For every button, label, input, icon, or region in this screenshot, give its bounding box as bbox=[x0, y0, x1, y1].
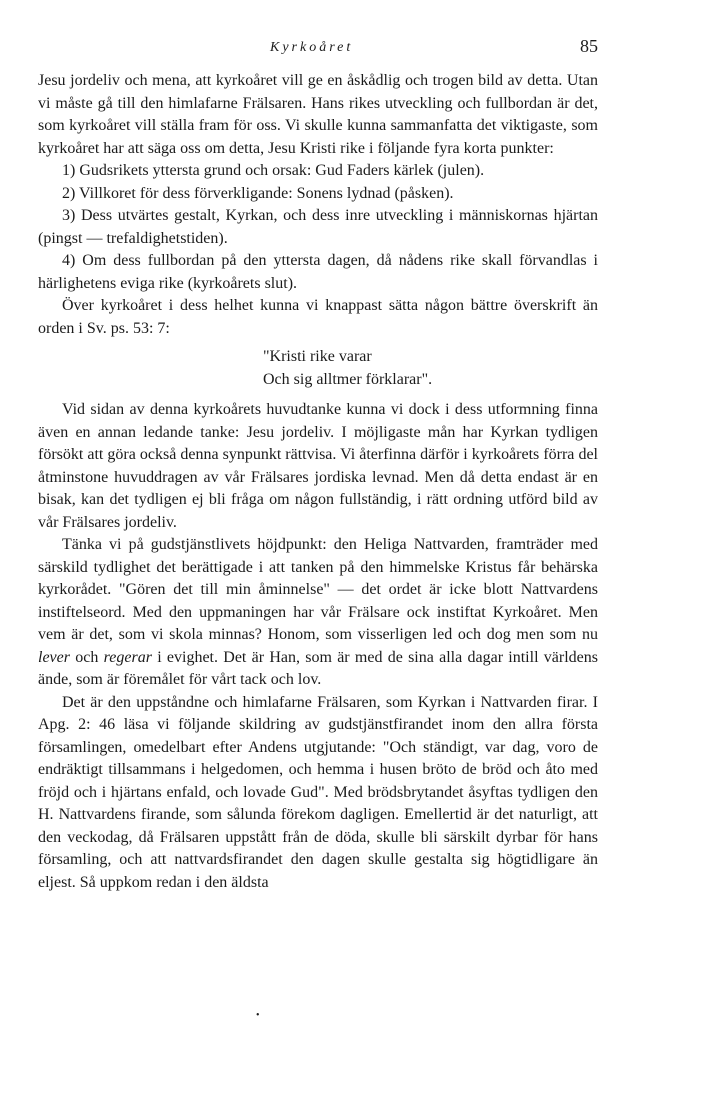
paragraph-2: Över kyrkoåret i dess helhet kunna vi knappast sätta någon bättre överskrift än orden i Sv. ps. 53: 7: bbox=[38, 297, 598, 337]
paragraph-4-text-b: och bbox=[69, 648, 104, 666]
page-header bbox=[38, 36, 598, 60]
hymn-quote bbox=[38, 346, 598, 391]
paragraph-5: Det är den uppståndne och himlafarne Frälsaren, som Kyrkan i Nattvarden firar. I Apg. 2: 46 läsa vi följande skildring av gudstjänstfirandet inom den allra första församlingen, omedelbart efter Andens utgjutande: "Och ständigt, var dag, voro de endräktigt tillsammans i helgedomen, och hemma i husen bröto de bröd och åto med fröjd och i hjärtans enfald, och lovade Gud". Med brödsbrytandet åsyftas tydligen den H. Nattvardens firande, som sålunda förekom dagligen. Emellertid är det naturligt, att den veckodag, då Frälsaren uppstått från de döda, skulle bli särskilt dyrbar för hans församling, och att nattvardsfirandet den dagen skulle gestalta sig högtidligare än eljest. Så uppkom redan i den äldsta bbox=[38, 693, 598, 891]
paragraph-1: Jesu jordeliv och mena, att kyrkoåret vill ge en åskådlig och trogen bild av detta. Utan vi måste gå till den himlafarne Frälsaren. Hans rikes utveckling och fullbordan är det, som kyrkoåret vill ställa fram för oss. Vi skulle kunna sammanfatta det viktigaste, som kyrkoåret har att säga oss om detta, Jesu Kristi rike i följande fyra korta punkter: bbox=[38, 72, 598, 157]
body-text bbox=[38, 70, 598, 894]
list-item-3: 3) Dess utvärtes gestalt, Kyrkan, och dess inre utveckling i människornas hjärtan (pingst — trefaldighetstiden). bbox=[38, 207, 598, 247]
page-mark-bullet: • bbox=[256, 1010, 260, 1021]
paragraph-3: Vid sidan av denna kyrkoårets huvudtanke kunna vi dock i dess utformning finna även en annan ledande tanke: Jesu jordeliv. I möjligaste mån har Kyrkan tydligen försökt att göra också denna synpunkt rättvisa. Vi återfinna därför i kyrkoårets förra del åtminstone huvuddragen av vår Frälsares jordiska levnad. Men då detta endast är en bisak, kan det tydligen ej bli fråga om någon fullständig, i rätt ordning utförd bild av vår Frälsares jordeliv. bbox=[38, 401, 598, 531]
paragraph-4-text-c: i evighet. Det är Han, som är med de sina alla dagar intill världens ände, som är föremålet för vårt tack och lov. bbox=[38, 648, 598, 688]
quote-line-2: Och sig alltmer förklarar". bbox=[263, 370, 433, 388]
list-item-4: 4) Om dess fullbordan på den yttersta dagen, då nådens rike skall förvandlas i härlighetens eviga rike (kyrkoårets slut). bbox=[38, 252, 598, 292]
page-number: 85 bbox=[580, 36, 598, 56]
list-item-2: 2) Villkoret för dess förverkligande: Sonens lydnad (påsken). bbox=[62, 184, 454, 202]
running-title: Kyrkoåret bbox=[270, 40, 354, 55]
emphasis-regerar: regerar bbox=[103, 648, 152, 666]
paragraph-4 bbox=[38, 534, 598, 692]
numbered-list bbox=[38, 160, 598, 295]
list-item-1: 1) Gudsrikets yttersta grund och orsak: Gud Faders kärlek (julen). bbox=[62, 162, 485, 179]
paragraph-4-text-a: Tänka vi på gudstjänstlivets höjdpunkt: den Heliga Nattvarden, framträder med särskild tydlighet det berättigade i att tanken på den himmelske Kristus får behärska kyrkorådet. "Gören det till min åminnelse" — det ordet är icke blott Nattvardens instiftelseord. Med den uppmaningen har vår Frälsare ock instiftat Kyrkoåret. Men vem är det, som vi skola minnas? Honom, som visserligen led och dog men som nu bbox=[38, 536, 598, 643]
emphasis-lever: lever bbox=[38, 648, 70, 666]
quote-line-1: "Kristi rike varar bbox=[263, 348, 372, 365]
